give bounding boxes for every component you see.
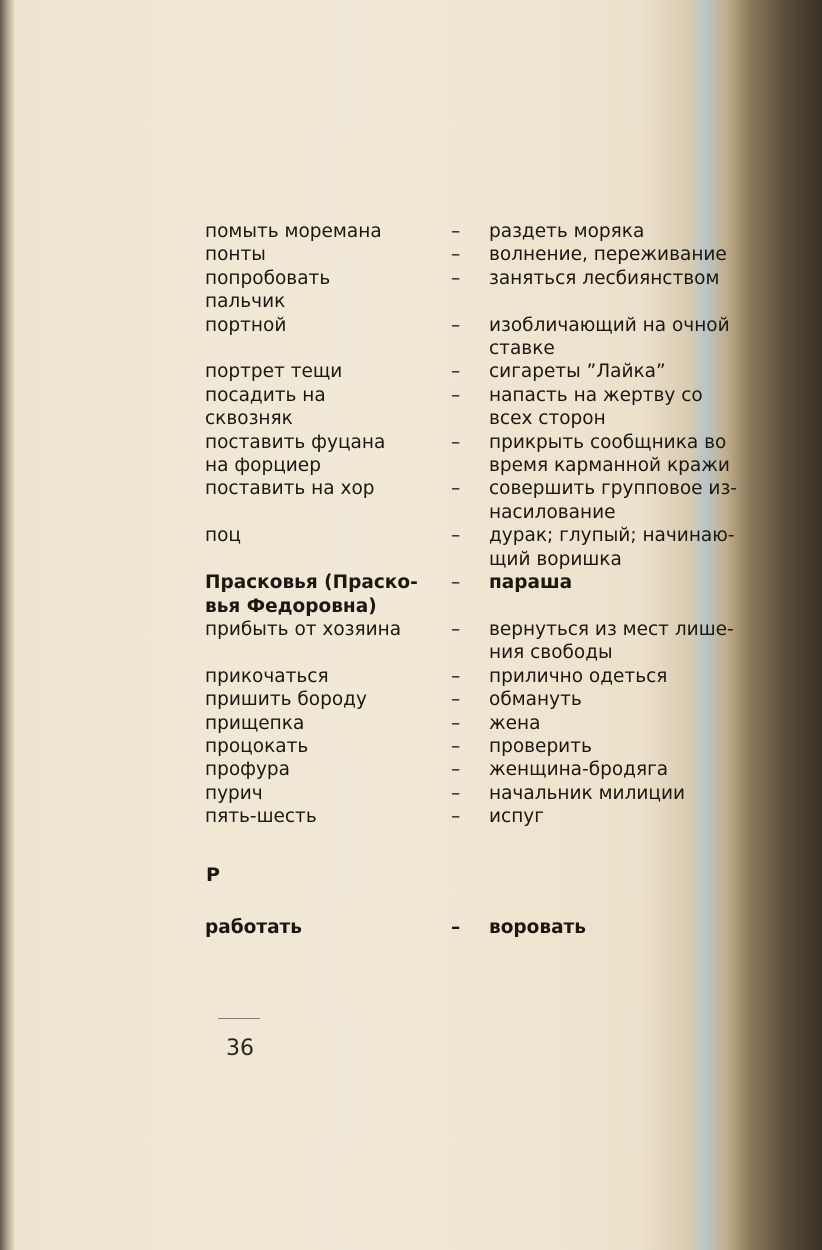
glossary-entry: [205, 618, 775, 641]
glossary-entry: [205, 524, 775, 547]
entry-dash: –: [451, 572, 461, 594]
entry-definition: прикрыть сообщника во: [489, 431, 727, 453]
glossary-entry: [205, 337, 775, 360]
glossary-entry: [205, 758, 775, 781]
entry-dash: –: [451, 665, 461, 687]
glossary-entry: [205, 477, 775, 500]
entry-term: [205, 501, 445, 524]
entry-term: помыть моремана: [205, 221, 382, 242]
glossary-entry: [205, 454, 775, 477]
glossary-entry: [205, 290, 775, 313]
entry-dash: –: [451, 759, 461, 781]
glossary-entry: [205, 360, 775, 383]
glossary-entry: [205, 384, 775, 407]
glossary-entry: [205, 688, 775, 711]
entry-dash: –: [451, 267, 461, 289]
entry-term: сквозняк: [205, 408, 293, 430]
entry-term: работать: [205, 917, 302, 938]
entry-term: поставить на хор: [205, 478, 375, 500]
entry-definition: параша: [489, 572, 573, 594]
entry-term: пять-шесть: [205, 806, 317, 828]
entry-definition: проверить: [489, 735, 592, 757]
glossary-entry: [205, 501, 775, 524]
entry-term: вья Федоровна): [205, 595, 377, 617]
entry-term: пришить бороду: [205, 689, 367, 711]
entry-dash: –: [451, 689, 461, 711]
entry-term: поц: [205, 525, 242, 547]
glossary-entry: [205, 665, 775, 688]
entry-term: прищепка: [205, 712, 305, 734]
entry-dash: [445, 407, 489, 430]
entry-dash: –: [451, 478, 461, 500]
glossary-entry: [205, 220, 775, 243]
glossary-entry: [205, 782, 775, 805]
entry-definition: обмануть: [489, 689, 582, 711]
entry-dash: [445, 548, 489, 571]
entry-term: посадить на: [205, 384, 326, 406]
glossary-entry: [205, 431, 775, 454]
entry-definition: прилично одеться: [489, 665, 668, 687]
entry-definition: всех сторон: [489, 408, 606, 430]
entry-term: на форциер: [205, 455, 321, 477]
entry-dash: –: [451, 735, 461, 757]
glossary-entry: [205, 712, 775, 735]
glossary-entry: [205, 243, 775, 266]
entry-dash: –: [451, 431, 461, 453]
glossary-entries: [205, 220, 775, 829]
entry-definition: [489, 290, 769, 313]
entry-term: [205, 337, 445, 360]
entry-term: прибыть от хозяина: [205, 618, 402, 640]
entry-definition: испуг: [489, 806, 544, 828]
glossary-entry-last: [205, 916, 775, 939]
entry-dash: –: [451, 618, 461, 640]
entry-definition: раздеть моряка: [489, 221, 645, 242]
entry-dash: –: [451, 314, 461, 336]
entry-definition: заняться лесбиянством: [489, 267, 720, 289]
glossary-entry: [205, 548, 775, 571]
page-number: 36: [226, 1036, 254, 1061]
entry-dash: –: [451, 361, 461, 383]
glossary-entry: [205, 595, 775, 618]
entry-term: [205, 641, 445, 664]
entry-term: Прасковья (Праско-: [205, 572, 418, 594]
entry-dash: –: [451, 244, 461, 266]
entry-dash: [445, 641, 489, 664]
entry-term: профура: [205, 759, 291, 781]
entry-definition: [489, 595, 769, 618]
entry-definition: напасть на жертву со: [489, 384, 703, 406]
entry-definition: вернуться из мест лише-: [489, 618, 734, 640]
entry-dash: [445, 290, 489, 313]
entry-term: понты: [205, 244, 266, 266]
entry-definition: насилование: [489, 501, 616, 523]
entry-term: пурич: [205, 782, 263, 804]
entry-dash: –: [451, 806, 461, 828]
entry-definition: волнение, переживание: [489, 244, 727, 266]
entry-definition: совершить групповое из-: [489, 478, 737, 500]
entry-term: портрет тещи: [205, 361, 343, 383]
entry-definition: ния свободы: [489, 642, 613, 664]
entry-term: [205, 548, 445, 571]
glossary-entry: [205, 314, 775, 337]
page-number-rule: [218, 1018, 260, 1019]
entry-dash: –: [451, 384, 461, 406]
section-letter: Р: [206, 864, 220, 886]
entry-definition: воровать: [489, 917, 586, 938]
entry-definition: женщина-бродяга: [489, 759, 669, 781]
entry-definition: время карманной кражи: [489, 455, 730, 477]
glossary-entry: [205, 571, 775, 594]
entry-dash: –: [451, 221, 461, 242]
entry-definition: сигареты ”Лайка”: [489, 361, 666, 383]
entry-dash: –: [451, 782, 461, 804]
page-spine-shadow: [0, 0, 14, 1250]
glossary-entry: [205, 805, 775, 828]
entry-dash: [445, 501, 489, 524]
entry-dash: –: [451, 712, 461, 734]
glossary-entry: [205, 267, 775, 290]
entry-term: прикочаться: [205, 665, 329, 687]
entry-definition: ставке: [489, 338, 555, 360]
glossary-entry: [205, 641, 775, 664]
glossary-entry: [205, 407, 775, 430]
entry-dash: –: [451, 917, 461, 938]
entry-dash: [445, 337, 489, 360]
entry-term: попробовать: [205, 267, 331, 289]
entry-definition: щий воришка: [489, 548, 622, 570]
entry-definition: жена: [489, 712, 541, 734]
entry-term: поставить фуцана: [205, 431, 386, 453]
glossary-entry: [205, 735, 775, 758]
entry-definition: изобличающий на очной: [489, 314, 730, 336]
entry-term: пальчик: [205, 291, 286, 313]
entry-dash: –: [451, 525, 461, 547]
entry-dash: [445, 595, 489, 618]
entry-definition: дурак; глупый; начинаю-: [489, 525, 735, 547]
entry-definition: начальник милиции: [489, 782, 686, 804]
entry-term: портной: [205, 314, 287, 336]
entry-term: процокать: [205, 735, 309, 757]
entry-dash: [445, 454, 489, 477]
